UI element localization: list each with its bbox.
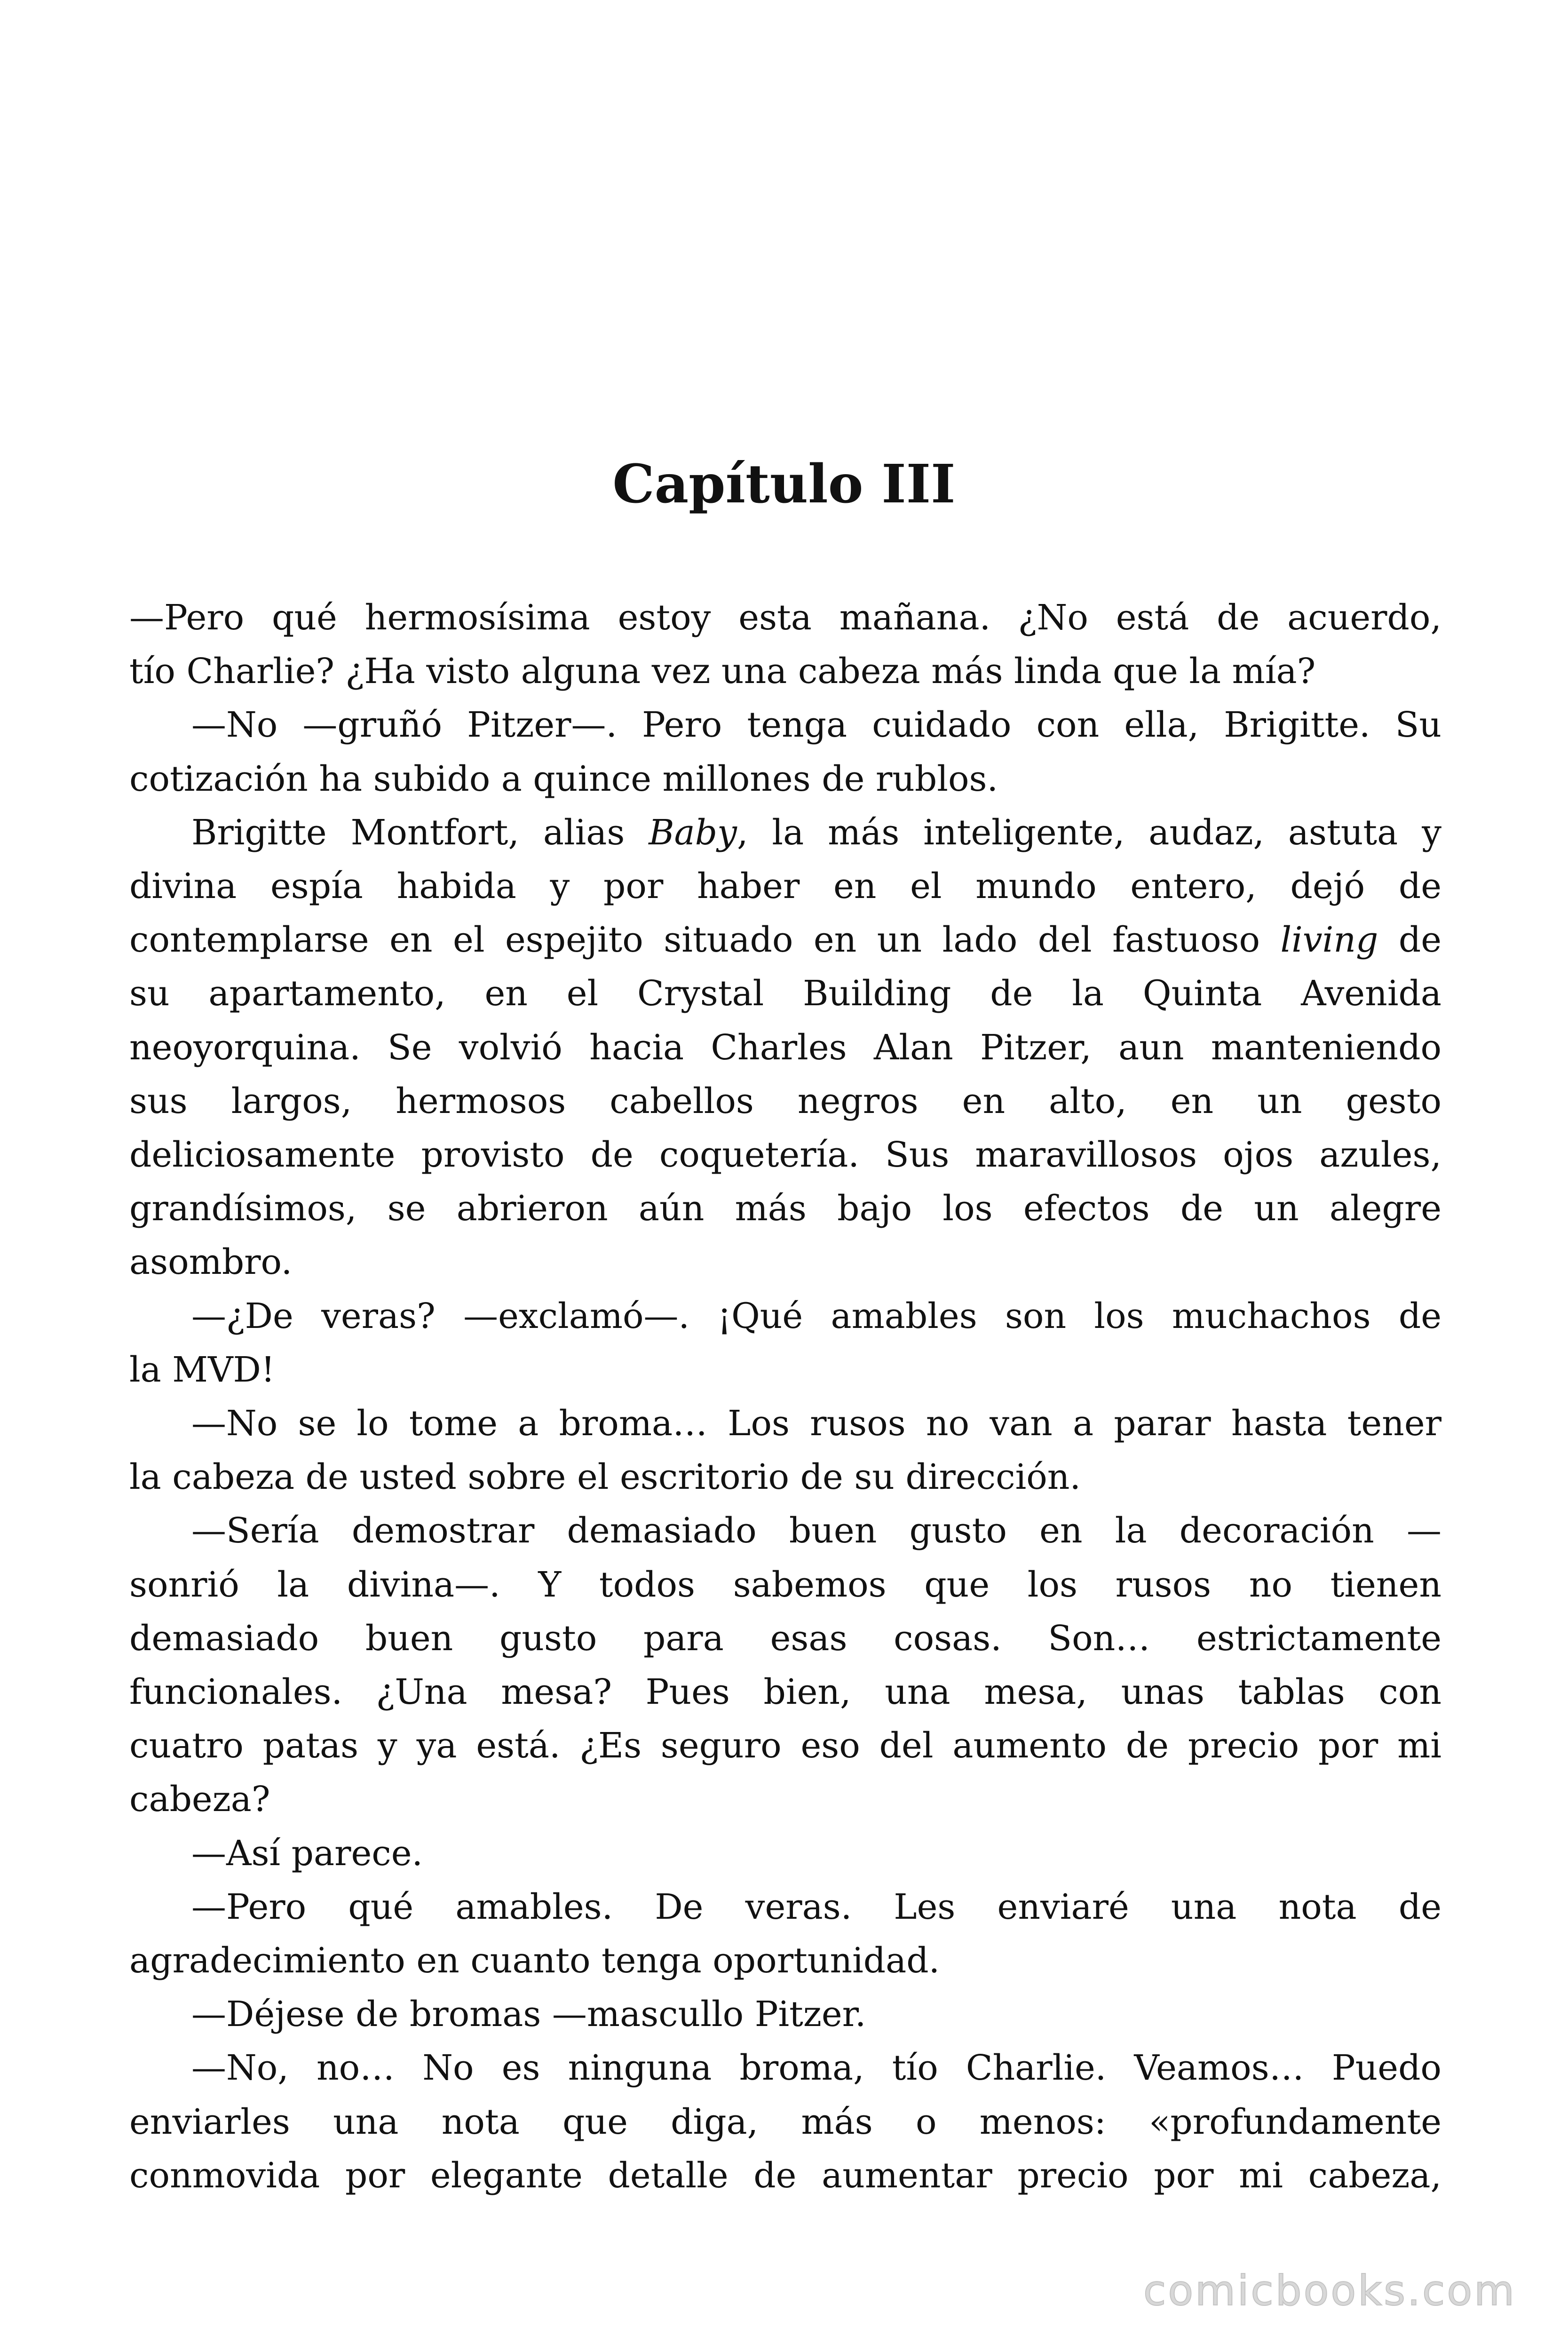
text-line: contemplarse en el espejito situado en un lado del fastuoso living de	[129, 920, 1441, 961]
text-line: conmovida por elegante detalle de aumentar precio por mi cabeza,	[129, 2155, 1441, 2196]
text-line: —Así parece.	[191, 1833, 423, 1874]
text-line: deliciosamente provisto de coquetería. Sus maravillosos ojos azules,	[129, 1135, 1441, 1176]
paragraph	[129, 1827, 1441, 1880]
paragraph	[129, 806, 1441, 1289]
paragraph	[129, 698, 1441, 805]
paragraph	[129, 1987, 1441, 2041]
text-line: sus largos, hermosos cabellos negros en alto, en un gesto	[129, 1081, 1441, 1121]
text-line: cotización ha subido a quince millones de rublos.	[129, 758, 998, 799]
text-line: —No —gruñó Pitzer—. Pero tenga cuidado con ella, Brigitte. Su	[191, 705, 1441, 746]
text-line: —No se lo tome a broma… Los rusos no van a parar hasta tener	[191, 1403, 1441, 1444]
text-line: —¿De veras? —exclamó—. ¡Qué amables son los muchachos de	[191, 1295, 1441, 1336]
paragraph	[129, 1504, 1441, 1826]
watermark-text: comicbooks.com	[1143, 2266, 1516, 2315]
text-line: sonrió la divina—. Y todos sabemos que los rusos no tienen	[129, 1564, 1441, 1605]
paragraph	[129, 2041, 1441, 2202]
text-line: asombro.	[129, 1242, 293, 1283]
text-line: funcionales. ¿Una mesa? Pues bien, una mesa, unas tablas con	[129, 1672, 1441, 1713]
paragraph	[129, 1397, 1441, 1504]
text-line: enviarles una nota que diga, más o menos: «profundamente	[129, 2101, 1441, 2142]
text-line: cuatro patas y ya está. ¿Es seguro eso del aumento de precio por mi	[129, 1725, 1441, 1766]
paragraph	[129, 591, 1441, 698]
text-line: cabeza?	[129, 1779, 270, 1820]
text-line: —Pero qué hermosísima estoy esta mañana. ¿No está de acuerdo,	[129, 597, 1441, 638]
text-line: divina espía habida y por haber en el mundo entero, dejó de	[129, 866, 1441, 907]
text-line: agradecimiento en cuanto tenga oportunidad.	[129, 1940, 940, 1981]
text-line: la MVD!	[129, 1349, 275, 1390]
text-line: Brigitte Montfort, alias Baby, la más inteligente, audaz, astuta y	[191, 812, 1441, 853]
paragraph	[129, 1289, 1441, 1397]
chapter-body	[129, 591, 1441, 2202]
text-line: neoyorquina. Se volvió hacia Charles Alan Pitzer, aun manteniendo	[129, 1027, 1441, 1068]
text-line: su apartamento, en el Crystal Building de la Quinta Avenida	[129, 973, 1441, 1014]
text-line: —Pero qué amables. De veras. Les enviaré una nota de	[191, 1886, 1441, 1927]
text-line: —Déjese de bromas —mascullo Pitzer.	[191, 1994, 866, 2035]
paragraph	[129, 1880, 1441, 1987]
text-line: demasiado buen gusto para esas cosas. Son… estrictamente	[129, 1618, 1441, 1659]
text-line: —Sería demostrar demasiado buen gusto en la decoración —	[191, 1510, 1441, 1551]
chapter-title: Capítulo III	[612, 453, 956, 515]
text-line: la cabeza de usted sobre el escritorio de su dirección.	[129, 1457, 1081, 1498]
text-line: grandísimos, se abrieron aún más bajo los efectos de un alegre	[129, 1188, 1441, 1229]
text-line: tío Charlie? ¿Ha visto alguna vez una cabeza más linda que la mía?	[129, 651, 1316, 692]
text-line: —No, no… No es ninguna broma, tío Charlie. Veamos… Puedo	[191, 2048, 1441, 2089]
